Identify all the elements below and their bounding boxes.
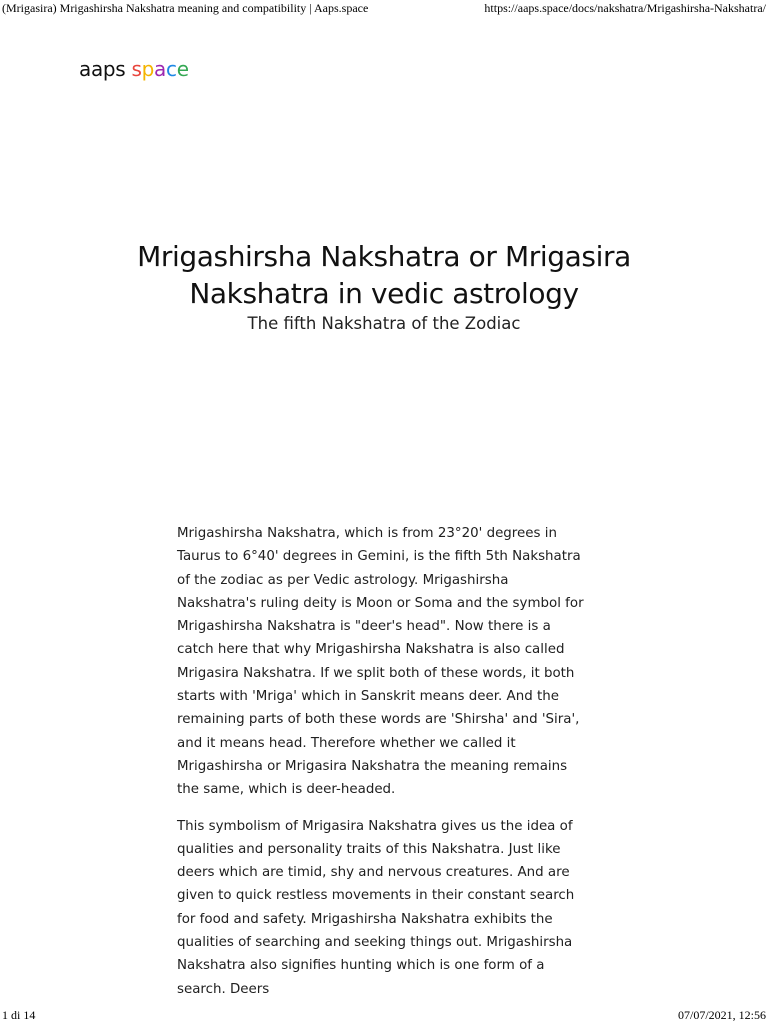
logo-letter: a: [154, 57, 166, 81]
logo-letter: e: [176, 57, 189, 81]
page-title: Mrigashirsha Nakshatra or Mrigasira Nakshatra in vedic astrology: [137, 240, 631, 310]
article-paragraph: Mrigashirsha Nakshatra, which is from 23°20' degrees in Taurus to 6°40' degrees in Gemini, is the fifth 5th Nakshatra of the zodiac as per Vedic astrology. Mrigashirsha Nakshatra's ruling deity is Moon or Soma and the symbol for Mrigashirsha Nakshatra is "deer's head". Now there is a catch here that why Mrigashirsha Nakshatra is also called Mrigasira Nakshatra. If we split both of these words, it both starts with 'Mriga' which in Sanskrit means deer. And the remaining parts of both these words are 'Shirsha' and 'Sira', and it means head. Therefore whether we called it Mrigashirsha or Mrigasira Nakshatra the meaning remains the same, which is deer-headed.: [177, 526, 584, 798]
print-footer: [0, 1008, 768, 1023]
logo-letter: c: [166, 57, 177, 81]
page-subtitle: The fifth Nakshatra of the Zodiac: [247, 314, 521, 333]
article-paragraph: This symbolism of Mrigasira Nakshatra gives us the idea of qualities and personality traits of this Nakshatra. Just like deers which are timid, shy and nervous creatures. And are given to quick restless movements in their constant search for food and safety. Mrigashirsha Nakshatra exhibits the qualities of searching and seeking things out. Mrigashirsha Nakshatra also signifies hunting which is one form of a search. Deers: [177, 818, 575, 997]
article-body: [177, 522, 589, 1014]
logo-word-aaps: aaps: [79, 57, 126, 81]
print-header: [0, 1, 768, 16]
print-url: https://aaps.space/docs/nakshatra/Mrigashirsha-Nakshatra/: [484, 1, 766, 15]
site-logo[interactable]: [79, 57, 189, 81]
print-page-title: (Mrigasira) Mrigashirsha Nakshatra meaning and compatibility | Aaps.space: [2, 1, 369, 15]
logo-letter: p: [141, 57, 155, 81]
logo-letter: s: [131, 57, 142, 81]
print-datetime: 07/07/2021, 12:56: [677, 1008, 766, 1022]
print-page-count: 1 di 14: [2, 1008, 36, 1022]
